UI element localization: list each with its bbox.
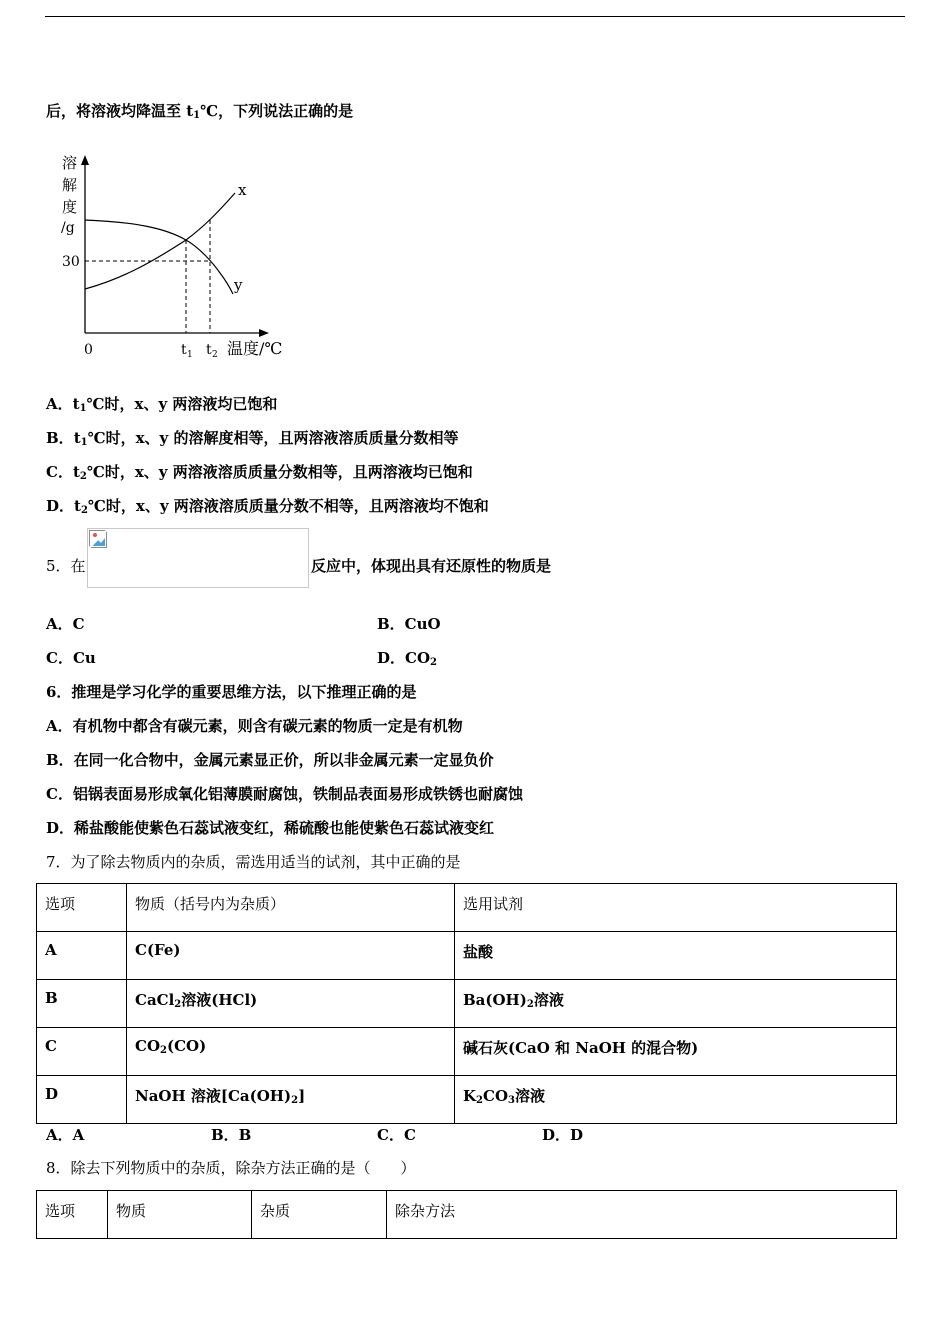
broken-image-placeholder [87,528,309,588]
q5-stem-prefix: 5．在 [46,557,86,575]
x-tick-t1-sub: 1 [187,350,193,360]
substance-cell: C(Fe) [127,932,455,980]
q8-stem: 8．除去下列物质中的杂质，除杂方法正确的是（ ） [46,1159,416,1177]
q7-answer-d: D．D [542,1126,584,1144]
q7-answer-c: C．C [377,1126,416,1144]
y-label-char-2: 解 [62,176,78,194]
reagent-cell: $K_2CO_3$溶液 [455,1076,897,1124]
substance-cell: $CO_2(CO)$ [127,1028,455,1076]
substance-cell: CaCl$_2$溶液(HCl) [127,980,455,1028]
x-tick-t2: t [206,342,212,358]
q8-table [36,1190,897,1239]
option-cell: A [37,932,127,980]
table-row [37,980,897,1028]
substance-cell: NaOH 溶液$[Ca(OH)_2]$ [127,1076,455,1124]
option-cell: C [37,1028,127,1076]
q7-answer-b: B．B [211,1126,252,1144]
q6-option-a: A．有机物中都含有碳元素，则含有碳元素的物质一定是有机物 [46,717,463,735]
y-label-unit: /g [61,220,75,236]
curve-y-label: y [234,276,243,294]
table-row [37,1076,897,1124]
x-axis-arrow [259,329,269,337]
header-cell: 杂质 [252,1191,387,1239]
header-rule [45,16,905,17]
curve-x [85,193,235,289]
q6-option-d: D．稀盐酸能使紫色石蕊试液变红，稀硫酸也能使紫色石蕊试液变红 [46,819,495,837]
table-row [37,932,897,980]
q4-stem: 后，将溶液均降温至 $t_1℃$，下列说法正确的是 [46,102,354,121]
q6-option-b: B．在同一化合物中，金属元素显正价，所以非金属元素一定显负价 [46,751,494,769]
q7-answer-a: A．A [46,1126,85,1144]
table-header-row [37,1191,897,1239]
q5-option-d: D．$CO_2$ [377,649,437,668]
reagent-cell: $Ba(OH)_2$溶液 [455,980,897,1028]
solubility-graph [55,148,295,363]
q5-option-b: B．CuO [377,615,441,633]
curve-x-label: x [238,181,247,199]
table-row [37,1028,897,1076]
header-cell: 选项 [37,884,127,932]
q7-table [36,883,897,1124]
q7-stem: 7．为了除去物质内的杂质，需选用适当的试剂，其中正确的是 [46,853,461,871]
q6-option-c: C．铝锅表面易形成氧化铝薄膜耐腐蚀，铁制品表面易形成铁锈也耐腐蚀 [46,785,523,803]
q4-option-a: A．$t_1℃$时，x、y 两溶液均已饱和 [46,395,278,414]
x-tick-t1: t [181,342,187,358]
header-cell: 物质（括号内为杂质） [127,884,455,932]
origin-label: 0 [84,342,93,358]
y-label-char-3: 度 [62,198,78,216]
q4-option-d: D．$t_2℃$时，x、y 两溶液溶质质量分数不相等，且两溶液均不饱和 [46,497,489,516]
header-cell: 选用试剂 [455,884,897,932]
q4-option-b: B．$t_1℃$时，x、y 的溶解度相等，且两溶液溶质质量分数相等 [46,429,459,448]
table-header-row [37,884,897,932]
x-tick-t2-sub: 2 [212,350,218,360]
q5-option-c: C．Cu [46,649,96,667]
q4-option-c: C．$t_2℃$时，x、y 两溶液溶质质量分数相等，且两溶液均已饱和 [46,463,473,482]
q6-stem: 6．推理是学习化学的重要思维方法，以下推理正确的是 [46,683,417,701]
broken-image-icon [89,530,107,548]
header-cell: 除杂方法 [387,1191,897,1239]
option-cell: D [37,1076,127,1124]
option-cell: B [37,980,127,1028]
header-cell: 选项 [37,1191,108,1239]
header-cell: 物质 [108,1191,252,1239]
reagent-cell: 盐酸 [455,932,897,980]
x-axis-label: 温度/℃ [227,339,283,358]
q5-option-a: A．C [46,615,85,633]
q5-stem-suffix: 反应中，体现出具有还原性的物质是 [311,557,552,575]
y-label-char-1: 溶 [62,154,78,172]
y-tick-30: 30 [62,254,80,270]
reagent-cell: 碱石灰(CaO 和 NaOH 的混合物) [455,1028,897,1076]
y-axis-arrow [81,155,89,165]
